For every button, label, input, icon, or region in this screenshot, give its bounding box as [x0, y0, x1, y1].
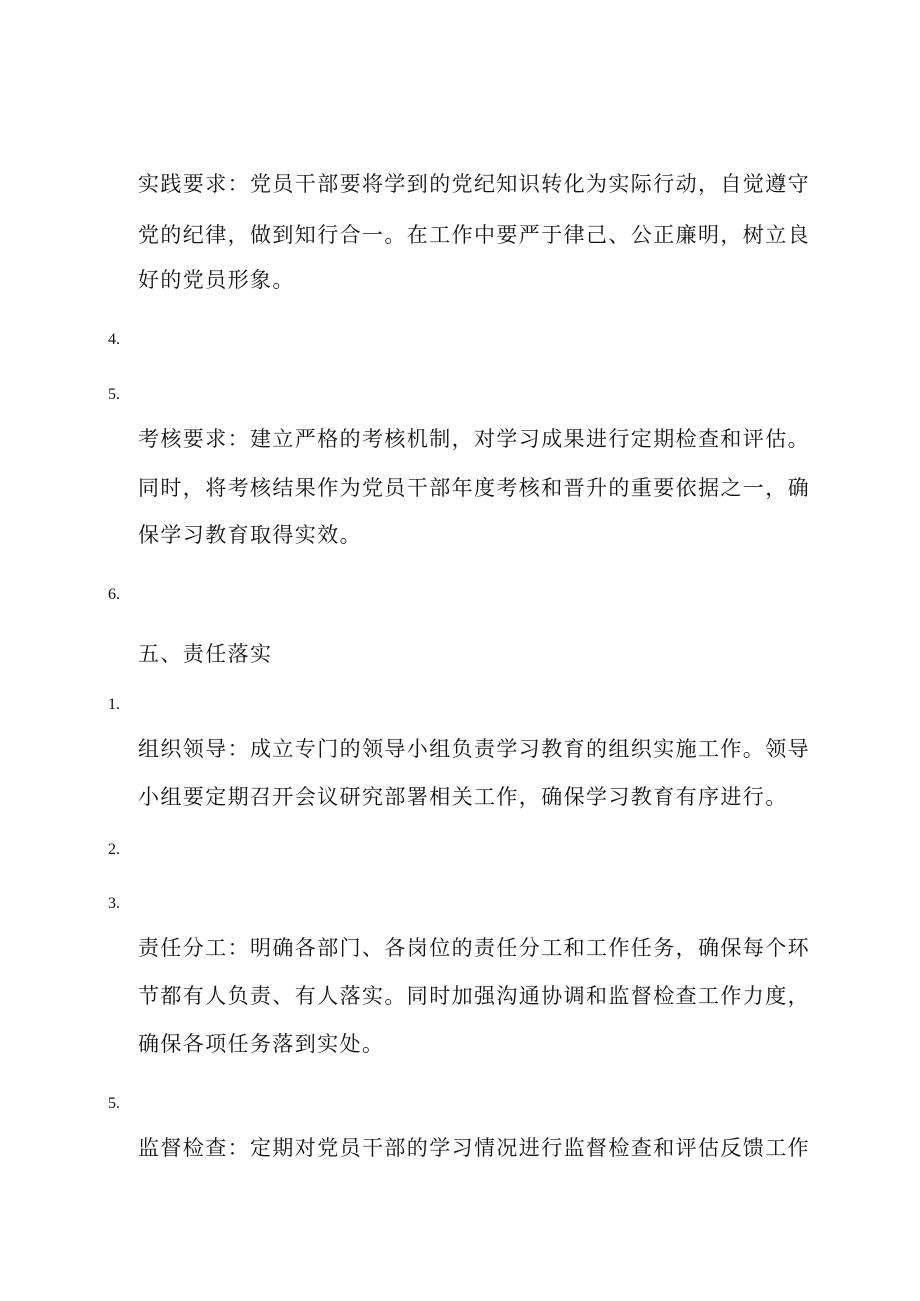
paragraph-assessment-line-2: 同时，将考核结果作为党员干部年度考核和晋升的重要依据之一，确 [138, 476, 810, 500]
list-number-5b: 5. [108, 1095, 120, 1112]
paragraph-supervision-line-1: 监督检查：定期对党员干部的学习情况进行监督检查和评估反馈工作 [138, 1136, 810, 1160]
list-number-4: 4. [108, 331, 120, 348]
list-number-3: 3. [108, 895, 120, 912]
paragraph-division-line-1: 责任分工：明确各部门、各岗位的责任分工和工作任务，确保每个环 [138, 936, 810, 960]
section-heading: 五、责任落实 [138, 642, 273, 666]
paragraph-practice-line-2: 党的纪律，做到知行合一。在工作中要严于律己、公正廉明，树立良 [138, 223, 810, 247]
paragraph-division-line-2: 节都有人负责、有人落实。同时加强沟通协调和监督检查工作力度， [138, 984, 810, 1008]
paragraph-assessment-line-1: 考核要求：建立严格的考核机制，对学习成果进行定期检查和评估。 [138, 427, 810, 451]
list-number-5: 5. [108, 386, 120, 403]
paragraph-leadership-line-1: 组织领导：成立专门的领导小组负责学习教育的组织实施工作。领导 [138, 737, 810, 761]
paragraph-leadership-line-2: 小组要定期召开会议研究部署相关工作，确保学习教育有序进行。 [138, 785, 788, 809]
paragraph-practice-line-1: 实践要求：党员干部要将学到的党纪知识转化为实际行动，自觉遵守 [138, 172, 810, 196]
list-number-1: 1. [108, 696, 120, 713]
paragraph-practice-line-3: 好的党员形象。 [138, 268, 295, 292]
paragraph-division-line-3: 确保各项任务落到实处。 [138, 1032, 385, 1056]
paragraph-assessment-line-3: 保学习教育取得实效。 [138, 523, 362, 547]
list-number-2: 2. [108, 841, 120, 858]
list-number-6: 6. [108, 586, 120, 603]
